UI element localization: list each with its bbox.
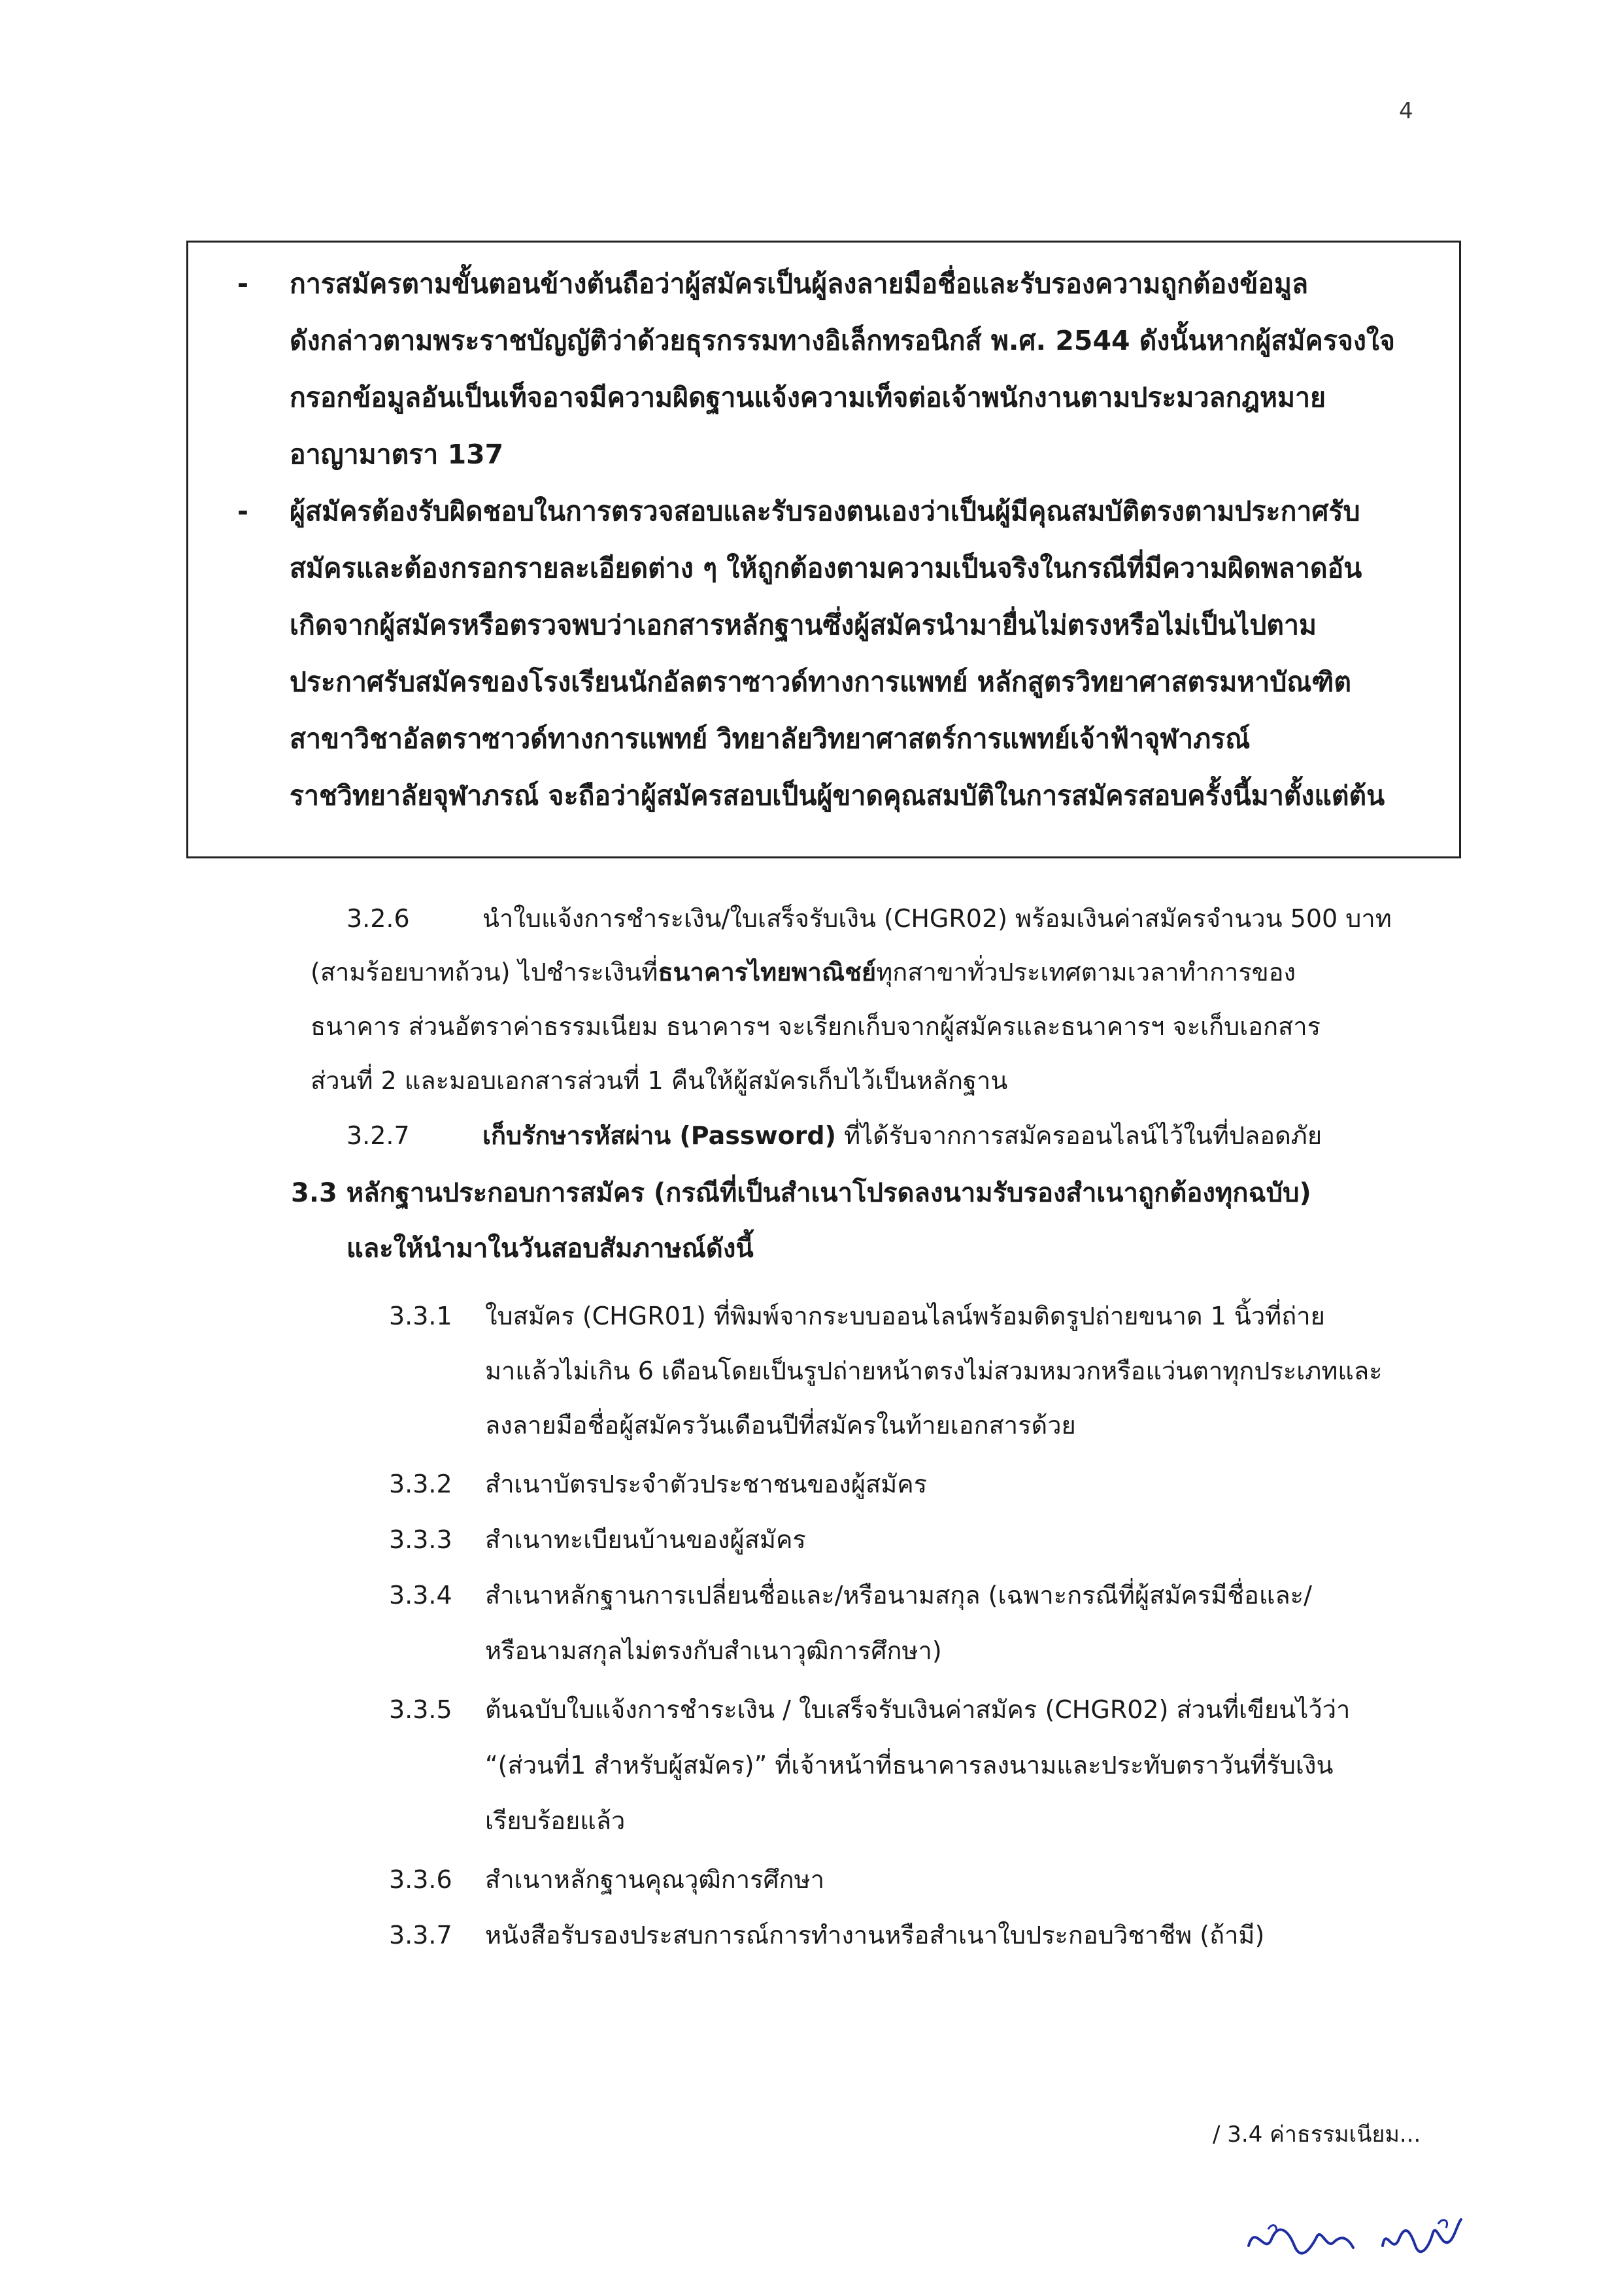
paragraph-line: ธนาคาร ส่วนอัตราค่าธรรมเนียม ธนาคารฯ จะเรียกเก็บจากผู้สมัครและธนาคารฯ จะเก็บเอกสาร bbox=[311, 1012, 1321, 1041]
item-number: 3.3.7 bbox=[389, 1921, 452, 1950]
paragraph-line: เรียบร้อยแล้ว bbox=[485, 1806, 626, 1835]
text-span: ทุกสาขาทั่วประเทศตามเวลาทำการของ bbox=[876, 958, 1296, 987]
paragraph-line: ใบสมัคร (CHGR01) ที่พิมพ์จากระบบออนไลน์พร้อมติดรูปถ่ายขนาด 1 นิ้วที่ถ่าย bbox=[485, 1302, 1325, 1330]
notice-line: การสมัครตามขั้นตอนข้างต้นถือว่าผู้สมัครเป็นผู้ลงลายมือชื่อและรับรองความถูกต้องข้อมูล bbox=[290, 268, 1309, 299]
notice-line: อาญามาตรา 137 bbox=[290, 439, 504, 470]
notice-line: กรอกข้อมูลอันเป็นเท็จอาจมีความผิดฐานแจ้งความเท็จต่อเจ้าพนักงานตามประมวลกฎหมาย bbox=[290, 382, 1326, 413]
paragraph-line: สำเนาทะเบียนบ้านของผู้สมัคร bbox=[485, 1525, 806, 1554]
bank-name: ธนาคารไทยพาณิชย์ bbox=[658, 958, 877, 987]
page-number: 4 bbox=[1399, 98, 1413, 124]
notice-line: ผู้สมัครต้องรับผิดชอบในการตรวจสอบและรับรองตนเองว่าเป็นผู้มีคุณสมบัติตรงตามประกาศรับ bbox=[290, 496, 1360, 527]
notice-line: ดังกล่าวตามพระราชบัญญัติว่าด้วยธุรกรรมทางอิเล็กทรอนิกส์ พ.ศ. 2544 ดังนั้นหากผู้สมัครจงใจ bbox=[290, 325, 1395, 356]
paragraph-line: ส่วนที่ 2 และมอบเอกสารส่วนที่ 1 คืนให้ผู้สมัครเก็บไว้เป็นหลักฐาน bbox=[311, 1066, 1008, 1095]
text-span: ที่ได้รับจากการสมัครออนไลน์ไว้ในที่ปลอดภัย bbox=[835, 1121, 1322, 1150]
item-number: 3.3.3 bbox=[389, 1525, 452, 1554]
paragraph-line: นำใบแจ้งการชำระเงิน/ใบเสร็จรับเงิน (CHGR02) พร้อมเงินค่าสมัครจำนวน 500 บาท bbox=[482, 904, 1392, 933]
signature-icon bbox=[1242, 2210, 1477, 2269]
notice-line: ราชวิทยาลัยจุฬาภรณ์ จะถือว่าผู้สมัครสอบเป็นผู้ขาดคุณสมบัติในการสมัครสอบครั้งนี้มาตั้งแต่ต้น bbox=[290, 780, 1385, 811]
paragraph-line: “(ส่วนที่1 สำหรับผู้สมัคร)” ที่เจ้าหน้าที่ธนาคารลงนามและประทับตราวันที่รับเงิน bbox=[485, 1751, 1334, 1780]
paragraph-line: มาแล้วไม่เกิน 6 เดือนโดยเป็นรูปถ่ายหน้าตรงไม่สวมหมวกหรือแว่นตาทุกประเภทและ bbox=[485, 1357, 1383, 1385]
continuation-note: / 3.4 ค่าธรรมเนียม... bbox=[1213, 2121, 1421, 2148]
paragraph-line: หรือนามสกุลไม่ตรงกับสำเนาวุฒิการศึกษา) bbox=[485, 1636, 942, 1665]
paragraph-line bbox=[311, 956, 1296, 988]
bullet-dash: - bbox=[237, 496, 249, 527]
item-number: 3.3.4 bbox=[389, 1581, 452, 1610]
password-note: เก็บรักษารหัสผ่าน (Password) bbox=[482, 1121, 836, 1150]
paragraph-line: ลงลายมือชื่อผู้สมัครวันเดือนปีที่สมัครในท้ายเอกสารด้วย bbox=[485, 1411, 1076, 1440]
section-heading: และให้นำมาในวันสอบสัมภาษณ์ดังนี้ bbox=[346, 1234, 754, 1264]
paragraph-line: สำเนาหลักฐานการเปลี่ยนชื่อและ/หรือนามสกุล (เฉพาะกรณีที่ผู้สมัครมีชื่อและ/ bbox=[485, 1581, 1312, 1610]
item-number: 3.3.5 bbox=[389, 1695, 452, 1724]
section-heading: 3.3 หลักฐานประกอบการสมัคร (กรณีที่เป็นสำเนาโปรดลงนามรับรองสำเนาถูกต้องทุกฉบับ) bbox=[291, 1178, 1311, 1208]
paragraph-line bbox=[482, 1119, 1322, 1152]
notice-line: ประกาศรับสมัครของโรงเรียนนักอัลตราซาวด์ทางการแพทย์ หลักสูตรวิทยาศาสตรมหาบัณฑิต bbox=[290, 666, 1352, 698]
item-number: 3.3.1 bbox=[389, 1302, 452, 1330]
notice-box bbox=[186, 241, 1461, 858]
item-number: 3.3.6 bbox=[389, 1865, 452, 1894]
paragraph-line: สำเนาบัตรประจำตัวประชาชนของผู้สมัคร bbox=[485, 1470, 928, 1498]
item-number: 3.2.6 bbox=[346, 904, 410, 933]
item-number: 3.2.7 bbox=[346, 1121, 410, 1150]
notice-line: เกิดจากผู้สมัครหรือตรวจพบว่าเอกสารหลักฐานซึ่งผู้สมัครนำมายื่นไม่ตรงหรือไม่เป็นไปตาม bbox=[290, 609, 1317, 641]
paragraph-line: หนังสือรับรองประสบการณ์การทำงานหรือสำเนาใบประกอบวิชาชีพ (ถ้ามี) bbox=[485, 1921, 1265, 1950]
text-span: (สามร้อยบาทถ้วน) ไปชำระเงินที่ bbox=[311, 958, 658, 987]
notice-line: สมัครและต้องกรอกรายละเอียดต่าง ๆ ให้ถูกต้องตามความเป็นจริงในกรณีที่มีความผิดพลาดอัน bbox=[290, 552, 1362, 584]
item-number: 3.3.2 bbox=[389, 1470, 452, 1498]
bullet-dash: - bbox=[237, 268, 249, 299]
handwritten-signature bbox=[1242, 2210, 1477, 2271]
notice-line: สาขาวิชาอัลตราซาวด์ทางการแพทย์ วิทยาลัยวิทยาศาสตร์การแพทย์เจ้าฟ้าจุฬาภรณ์ bbox=[290, 723, 1251, 754]
paragraph-line: ต้นฉบับใบแจ้งการชำระเงิน / ใบเสร็จรับเงินค่าสมัคร (CHGR02) ส่วนที่เขียนไว้ว่า bbox=[485, 1695, 1351, 1724]
paragraph-line: สำเนาหลักฐานคุณวุฒิการศึกษา bbox=[485, 1865, 825, 1894]
